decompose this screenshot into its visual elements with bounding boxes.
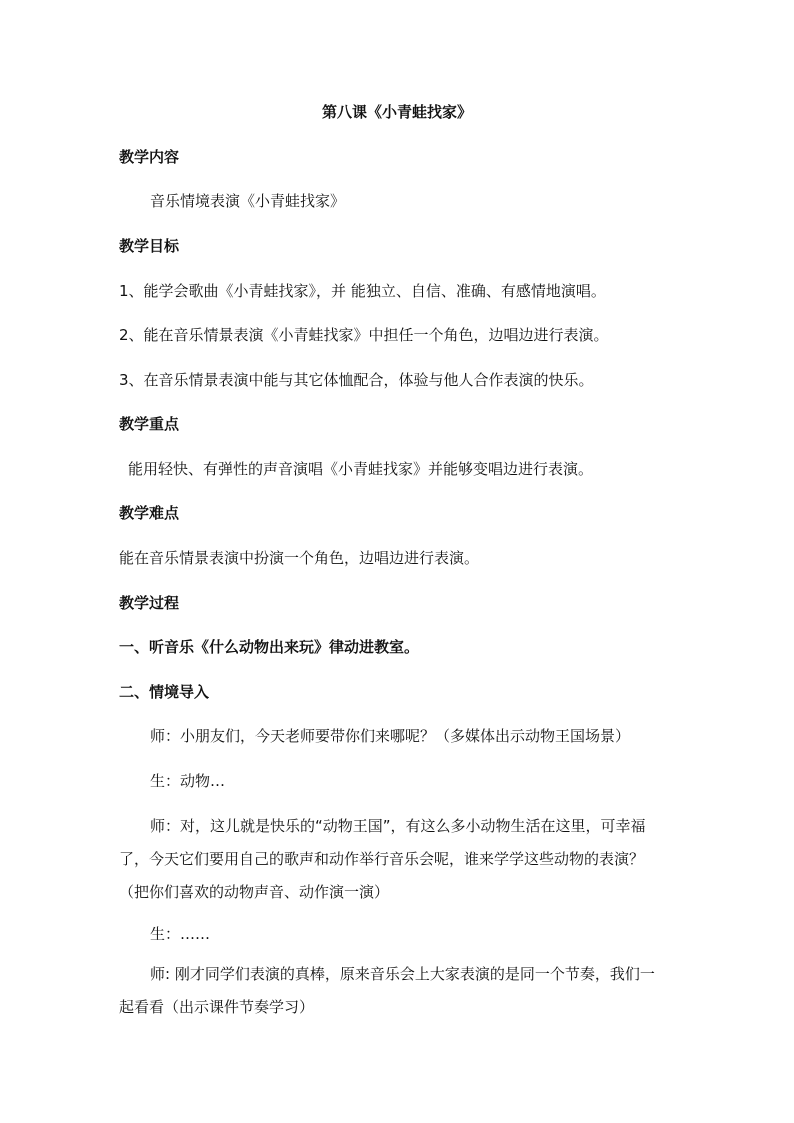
dialogue-paragraph-2-text: 师: 刚才同学们表演的真棒，原来音乐会上大家表演的是同一个节奏，我们一起看看（出示课件节奏学习） <box>119 965 655 1016</box>
teaching-content-text: 音乐情境表演《小青蛙找家》 <box>150 192 346 210</box>
dialogue-line-1: 师：小朋友们，今天老师要带你们来哪呢？（多媒体出示动物王国场景） <box>150 727 631 745</box>
process-step-1: 一、听音乐《什么动物出来玩》律动进教室。 <box>119 638 420 656</box>
difficulties-text: 能在音乐情景表演中扮演一个角色，边唱边进行表演。 <box>119 549 480 567</box>
page-title: 第八课《小青蛙找家》 <box>321 103 472 121</box>
dialogue-line-2: 生：动物… <box>150 772 226 790</box>
heading-teaching-content: 教学内容 <box>119 148 180 166</box>
objective-item-1: 1、能学会歌曲《小青蛙找家》，并 能独立、自信、准确、有感情地演唱。 <box>119 282 606 300</box>
heading-key-points: 教学重点 <box>119 415 180 433</box>
dialogue-paragraph-1 <box>119 810 659 909</box>
heading-difficulties: 教学难点 <box>119 504 180 522</box>
objective-item-3: 3、在音乐情景表演中能与其它体恤配合，体验与他人合作表演的快乐。 <box>119 371 594 389</box>
dialogue-paragraph-1-text: 师：对，这儿就是快乐的“动物王国”，有这么多小动物生活在这里，可幸福了，今天它们要用自己的歌声和动作举行音乐会呢，谁来学学这些动物的表演？（把你们喜欢的动物声音、动作演一演） <box>119 817 646 901</box>
heading-teaching-objectives: 教学目标 <box>119 237 180 255</box>
heading-teaching-process: 教学过程 <box>119 594 180 612</box>
dialogue-paragraph-2 <box>119 958 659 1024</box>
dialogue-line-4: 生：…… <box>150 925 211 943</box>
objective-item-2: 2、能在音乐情景表演《小青蛙找家》中担任一个角色，边唱边进行表演。 <box>119 326 609 344</box>
key-points-text: 能用轻快、有弹性的声音演唱《小青蛙找家》并能够变唱边进行表演。 <box>128 460 594 478</box>
process-step-2: 二、情境导入 <box>119 683 210 701</box>
